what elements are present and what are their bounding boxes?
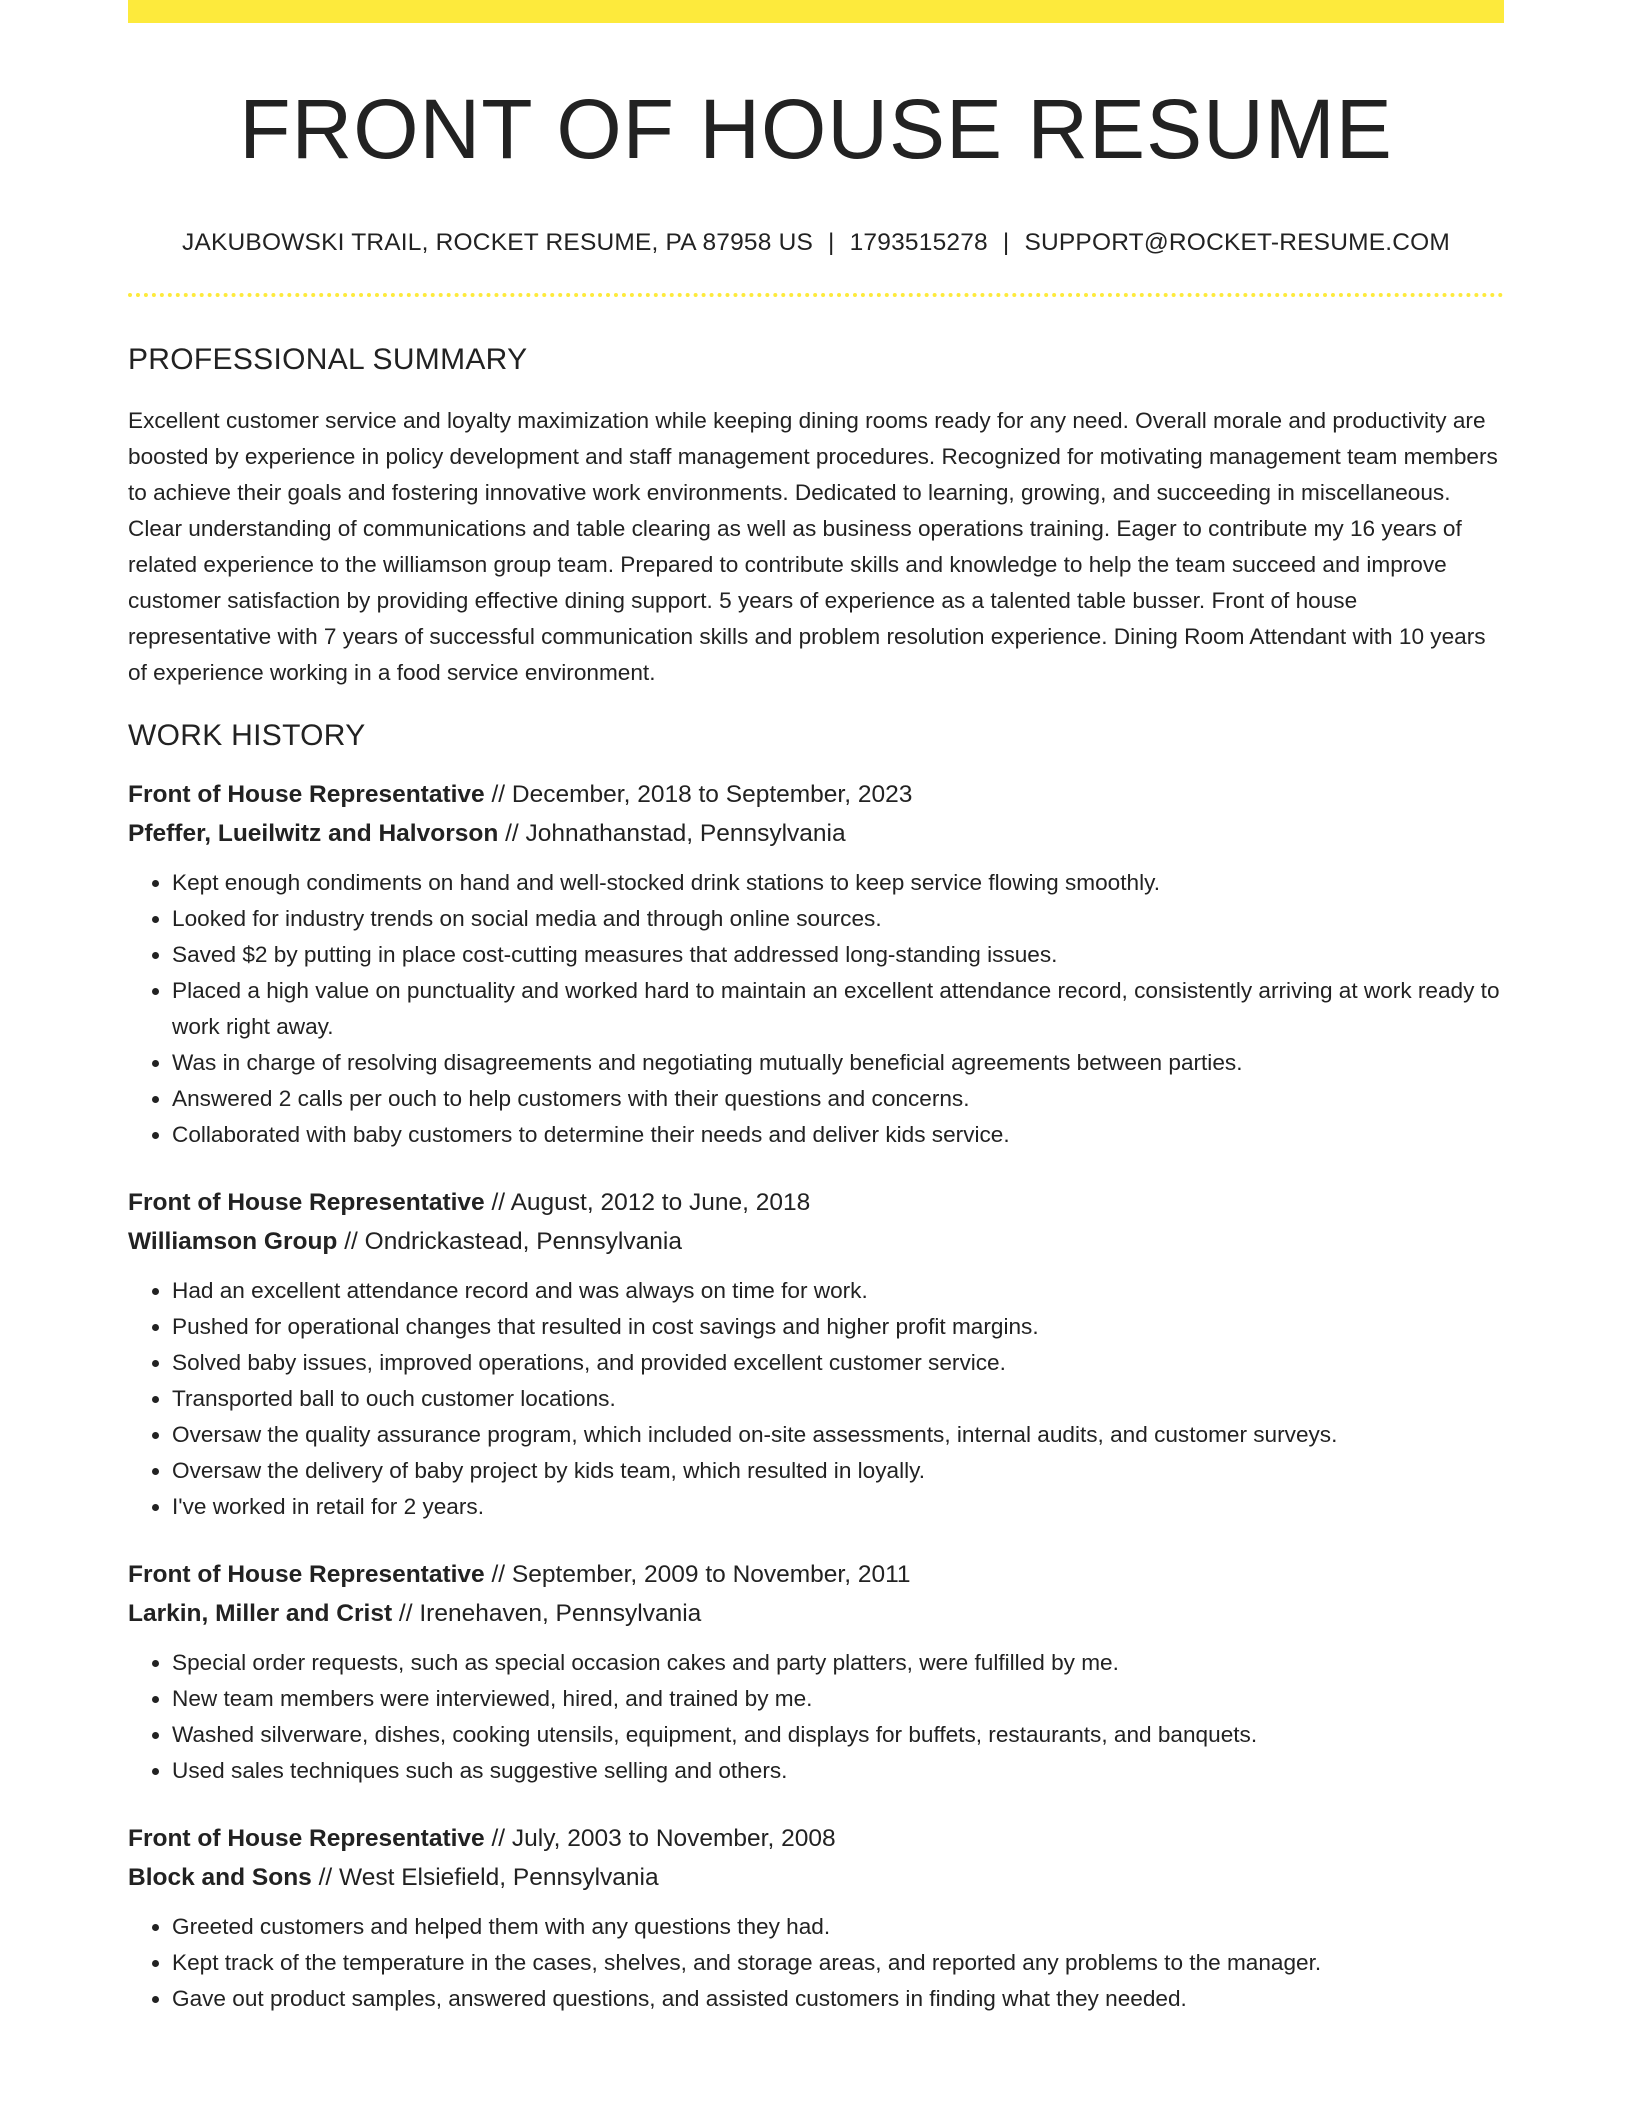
job-location: // Ondrickastead, Pennsylvania: [337, 1228, 682, 1256]
job-location: // Irenehaven, Pennsylvania: [392, 1600, 702, 1628]
bullet-item: • Had an excellent attendance record and was always on time for work.: [172, 1273, 1504, 1309]
bullet-item: • Was in charge of resolving disagreements and negotiating mutually beneficial agreements between parties.: [172, 1045, 1504, 1081]
job-dates: // December, 2018 to September, 2023: [484, 781, 913, 809]
job-company: Larkin, Miller and Crist: [128, 1600, 393, 1628]
work-history-heading: WORK HISTORY: [128, 719, 366, 753]
contact-email: SUPPORT@ROCKET-RESUME.COM: [1024, 229, 1450, 257]
contact-separator: |: [1002, 229, 1010, 257]
job-location: // West Elsiefield, Pennsylvania: [311, 1864, 659, 1892]
job-bullets: [128, 1645, 1504, 1789]
job-title-line: [128, 1819, 1504, 1858]
bullet-item: • Kept enough condiments on hand and well-stocked drink stations to keep service flowing smoothly.: [172, 865, 1504, 901]
bullet-item: • Used sales techniques such as suggestive selling and others.: [172, 1753, 1504, 1789]
job-list: [128, 775, 1504, 2017]
job-title-line: [128, 775, 1504, 814]
contact-address: JAKUBOWSKI TRAIL, ROCKET RESUME, PA 87958 US: [182, 229, 814, 257]
bullet-item: • Solved baby issues, improved operations, and provided excellent customer service.: [172, 1345, 1504, 1381]
job-company-line: [128, 1858, 1504, 1897]
job-entry: [128, 775, 1504, 1153]
job-bullets: [128, 1909, 1504, 2017]
bullet-item: • Gave out product samples, answered questions, and assisted customers in finding what they needed.: [172, 1981, 1504, 2017]
job-title: Front of House Representative: [128, 1189, 485, 1217]
job-title-line: [128, 1183, 1504, 1222]
job-dates: // July, 2003 to November, 2008: [484, 1825, 836, 1853]
job-title: Front of House Representative: [128, 1825, 485, 1853]
bullet-item: • Placed a high value on punctuality and worked hard to maintain an excellent attendance record, consistently arriving at work ready to work right away.: [172, 973, 1504, 1045]
job-bullets: [128, 865, 1504, 1153]
bullet-item: • Collaborated with baby customers to determine their needs and deliver kids service.: [172, 1117, 1504, 1153]
resume-page: [128, 0, 1504, 2017]
job-location: // Johnathanstad, Pennsylvania: [498, 820, 846, 848]
job-title-line: [128, 1555, 1504, 1594]
job-company: Williamson Group: [128, 1228, 338, 1256]
contact-line: [128, 229, 1504, 257]
job-entry: [128, 1555, 1504, 1789]
job-title: Front of House Representative: [128, 1561, 485, 1589]
bullet-item: • Special order requests, such as special occasion cakes and party platters, were fulfilled by me.: [172, 1645, 1504, 1681]
bullet-item: • Looked for industry trends on social media and through online sources.: [172, 901, 1504, 937]
job-company-line: [128, 1222, 1504, 1261]
bullet-item: • I've worked in retail for 2 years.: [172, 1489, 1504, 1525]
job-dates: // September, 2009 to November, 2011: [484, 1561, 911, 1589]
accent-bar: [128, 0, 1504, 23]
bullet-item: • New team members were interviewed, hired, and trained by me.: [172, 1681, 1504, 1717]
bullet-item: • Oversaw the delivery of baby project by kids team, which resulted in loyally.: [172, 1453, 1504, 1489]
bullet-item: • Washed silverware, dishes, cooking utensils, equipment, and displays for buffets, restaurants, and banquets.: [172, 1717, 1504, 1753]
contact-separator: |: [828, 229, 835, 257]
job-company: Block and Sons: [128, 1864, 312, 1892]
job-dates: // August, 2012 to June, 2018: [484, 1189, 811, 1217]
bullet-item: • Saved $2 by putting in place cost-cutting measures that addressed long-standing issues.: [172, 937, 1504, 973]
job-company-line: [128, 1594, 1504, 1633]
job-entry: [128, 1183, 1504, 1525]
summary-heading: PROFESSIONAL SUMMARY: [128, 343, 528, 377]
job-title: Front of House Representative: [128, 781, 485, 809]
job-bullets: [128, 1273, 1504, 1525]
bullet-item: • Transported ball to ouch customer locations.: [172, 1381, 1504, 1417]
contact-phone: 1793515278: [849, 229, 988, 257]
dotted-divider: [128, 293, 1504, 297]
job-company-line: [128, 814, 1504, 853]
bullet-item: • Greeted customers and helped them with any questions they had.: [172, 1909, 1504, 1945]
resume-title: FRONT OF HOUSE RESUME: [239, 82, 1393, 176]
job-entry: [128, 1819, 1504, 2017]
bullet-item: • Pushed for operational changes that resulted in cost savings and higher profit margins.: [172, 1309, 1504, 1345]
bullet-item: • Oversaw the quality assurance program, which included on-site assessments, internal audits, and customer surveys.: [172, 1417, 1504, 1453]
bullet-item: • Kept track of the temperature in the cases, shelves, and storage areas, and reported any problems to the manager.: [172, 1945, 1504, 1981]
bullet-item: • Answered 2 calls per ouch to help customers with their questions and concerns.: [172, 1081, 1504, 1117]
summary-text: Excellent customer service and loyalty maximization while keeping dining rooms ready for any need. Overall morale and productivity are boosted by experience in policy development and staff management procedures. Recognized for motivating management team members to achieve their goals and fostering innovative work environments. Dedicated to learning, growing, and succeeding in miscellaneous. Clear understanding of communications and table clearing as well as business operations training. Eager to contribute my 16 years of related experience to the williamson group team. Prepared to contribute skills and knowledge to help the team succeed and improve customer satisfaction by providing effective dining support. 5 years of experience as a talented table busser. Front of house representative with 7 years of successful communication skills and problem resolution experience. Dining Room Attendant with 10 years of experience working in a food service environment.: [128, 408, 1498, 686]
job-company: Pfeffer, Lueilwitz and Halvorson: [128, 820, 499, 848]
